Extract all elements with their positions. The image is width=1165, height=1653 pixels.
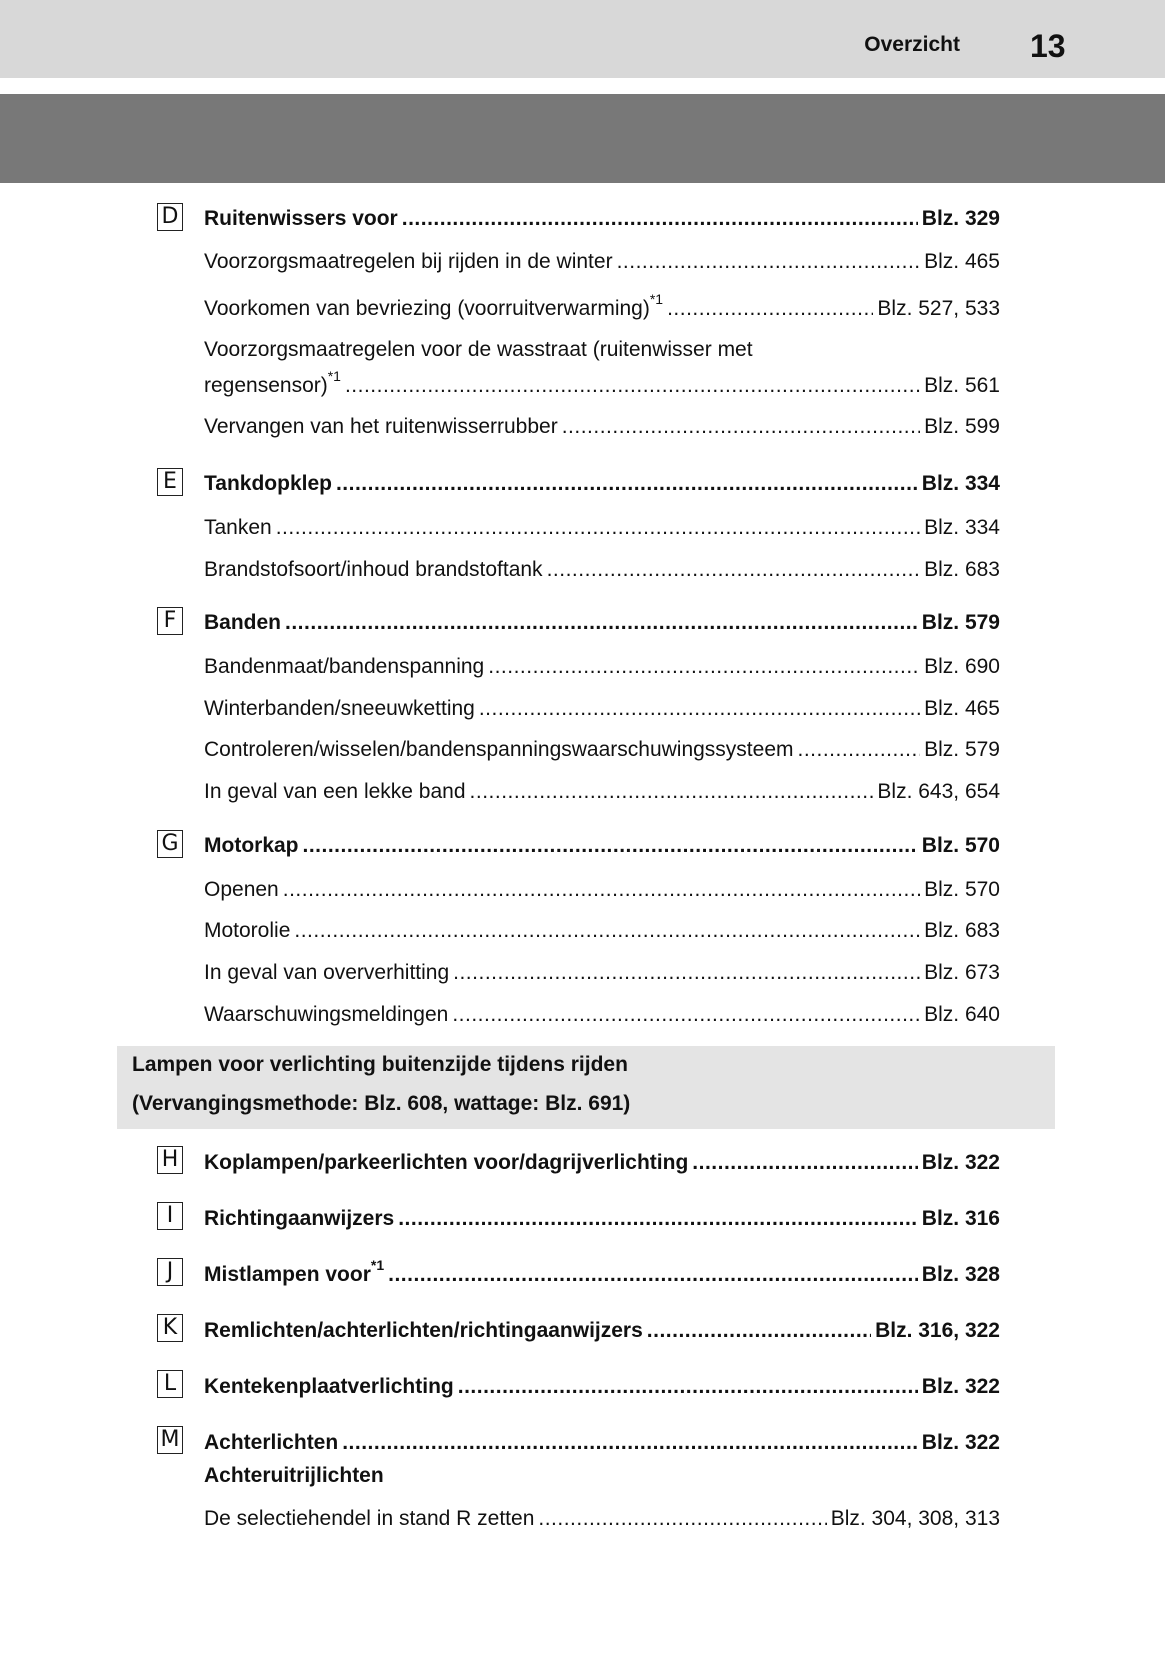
index-subentry[interactable]: Winterbanden/sneeuwketting ..... Blz. 465 bbox=[204, 696, 1000, 722]
index-entry-motorkap[interactable]: Motorkap ..... Blz. 570 bbox=[204, 833, 1000, 859]
index-entry-achterlichten[interactable]: Achterlichten ..... Blz. 322 bbox=[204, 1430, 1000, 1456]
callout-letter-g: G bbox=[157, 830, 183, 858]
page-number: 13 bbox=[1030, 28, 1066, 64]
index-entry-kentekenplaat[interactable]: Kentekenplaatverlichting ..... Blz. 322 bbox=[204, 1374, 1000, 1400]
index-subentry-line1: Voorzorgsmaatregelen voor de wasstraat (ruitenwisser met bbox=[204, 338, 753, 361]
footnote-marker: *1 bbox=[649, 291, 664, 307]
footnote-marker: *1 bbox=[370, 1257, 385, 1273]
index-subentry[interactable]: In geval van oververhitting ..... Blz. 673 bbox=[204, 960, 1000, 986]
index-subentry[interactable]: Tanken ..... Blz. 334 bbox=[204, 515, 1000, 541]
index-entry-richtingaanwijzers[interactable]: Richtingaanwijzers ..... Blz. 316 bbox=[204, 1206, 1000, 1232]
header-bar bbox=[0, 0, 1165, 78]
index-subentry[interactable]: In geval van een lekke band ..... Blz. 643, 654 bbox=[204, 779, 1000, 805]
index-entry-mistlampen[interactable]: Mistlampen voor$^{*1}$ ..... Blz. 328 bbox=[204, 1262, 1000, 1288]
callout-letter-e: E bbox=[157, 468, 183, 496]
index-subheading: Achteruitrijlichten bbox=[204, 1464, 384, 1487]
index-subentry[interactable]: Bandenmaat/bandenspanning ..... Blz. 690 bbox=[204, 654, 1000, 680]
callout-letter-l: L bbox=[157, 1370, 183, 1398]
lamp-info-box bbox=[117, 1046, 1055, 1129]
callout-letter-i: I bbox=[157, 1202, 183, 1230]
entry-title: Ruitenwissers voor bbox=[204, 207, 398, 230]
lamp-box-subheading: (Vervangingsmethode: Blz. 608, wattage: Blz. 691) bbox=[132, 1092, 631, 1115]
index-subentry[interactable]: Voorkomen van bevriezing (voorruitverwarming)$^{*1}$ ..... Blz. 527, 533 bbox=[204, 296, 1000, 322]
index-subentry[interactable]: Controleren/wisselen/bandenspanningswaarschuwingssysteem ..... Blz. 579 bbox=[204, 737, 1000, 763]
callout-letter-m: M bbox=[157, 1426, 183, 1454]
entry-page: Blz. 329 bbox=[921, 207, 1000, 230]
callout-letter-h: H bbox=[157, 1146, 183, 1174]
index-entry-koplampen[interactable]: Koplampen/parkeerlichten voor/dagrijverlichting ..... Blz. 322 bbox=[204, 1150, 1000, 1176]
index-subentry[interactable]: Motorolie ..... Blz. 683 bbox=[204, 918, 1000, 944]
callout-letter-j: J bbox=[157, 1258, 183, 1286]
section-title: Overzicht bbox=[864, 33, 960, 56]
callout-letter-k: K bbox=[157, 1314, 183, 1342]
index-entry-banden[interactable]: Banden ..... Blz. 579 bbox=[204, 610, 1000, 636]
callout-letter-d: D bbox=[157, 203, 183, 231]
index-subentry[interactable]: Brandstofsoort/inhoud brandstoftank ..... Blz. 683 bbox=[204, 557, 1000, 583]
lamp-box-heading: Lampen voor verlichting buitenzijde tijdens rijden bbox=[132, 1053, 628, 1076]
index-subentry[interactable]: Vervangen van het ruitenwisserrubber ..... Blz. 599 bbox=[204, 414, 1000, 440]
index-entry-tankdopklep[interactable]: Tankdopklep ..... Blz. 334 bbox=[204, 471, 1000, 497]
index-subentry[interactable]: regensensor)$^{*1}$ ..... Blz. 561 bbox=[204, 373, 1000, 399]
index-subentry[interactable]: Waarschuwingsmeldingen ..... Blz. 640 bbox=[204, 1002, 1000, 1028]
index-subentry[interactable]: De selectiehendel in stand R zetten ..... Blz. 304, 308, 313 bbox=[204, 1506, 1000, 1532]
index-subentry[interactable]: Openen ..... Blz. 570 bbox=[204, 877, 1000, 903]
callout-letter-f: F bbox=[157, 607, 183, 635]
index-entry-ruitenwissers[interactable] bbox=[204, 206, 1000, 232]
index-entry-remlichten[interactable]: Remlichten/achterlichten/richtingaanwijzers ..... Blz. 316, 322 bbox=[204, 1318, 1000, 1344]
index-subentry[interactable]: Voorzorgsmaatregelen bij rijden in de winter ..... Blz. 465 bbox=[204, 249, 1000, 275]
section-banner bbox=[0, 94, 1165, 183]
footnote-marker: *1 bbox=[327, 368, 341, 384]
